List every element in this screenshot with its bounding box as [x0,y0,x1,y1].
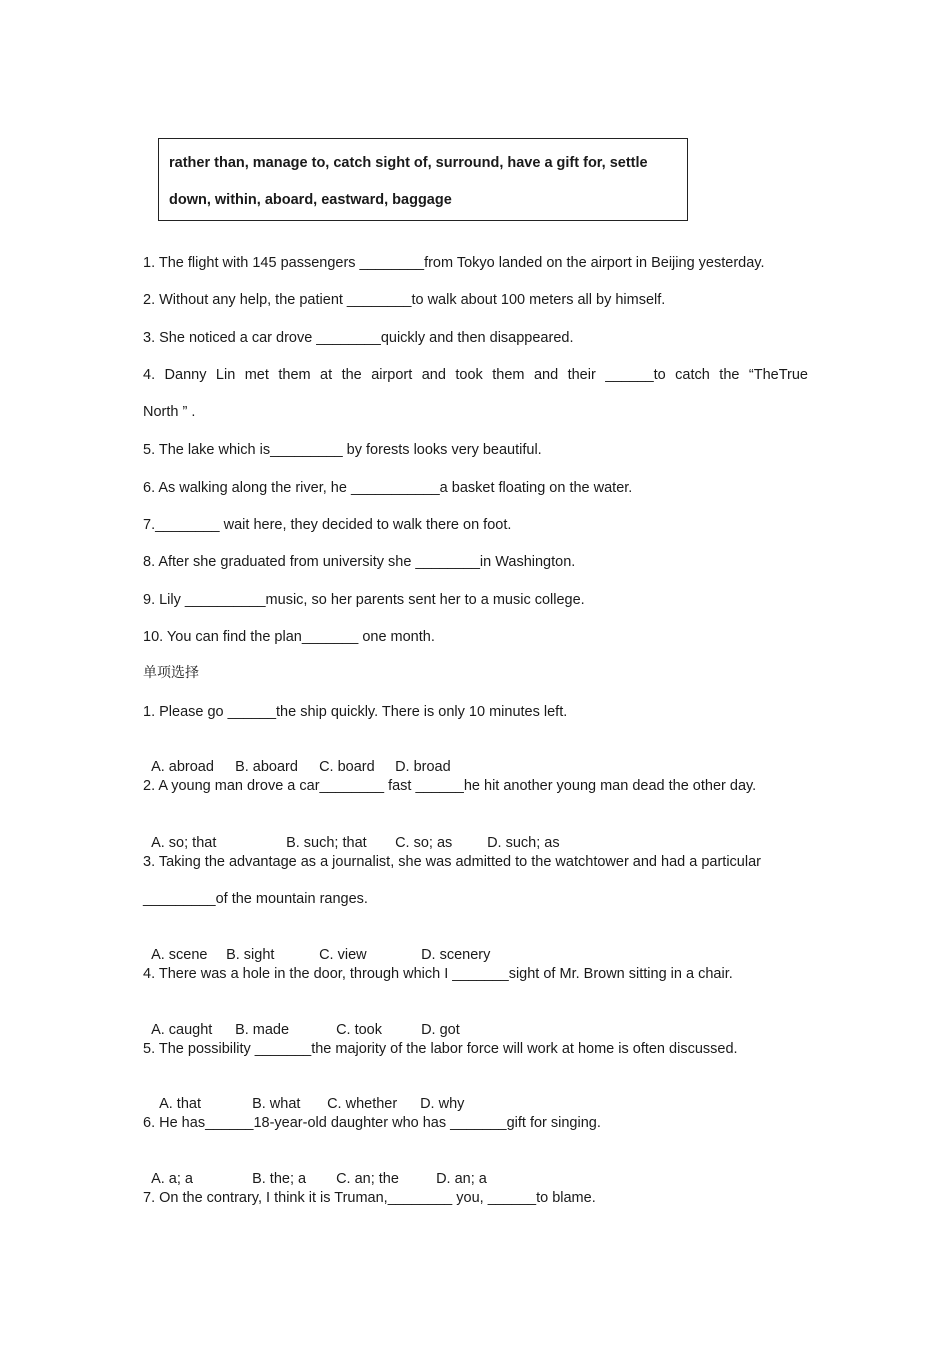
mc-options [143,740,451,776]
option: D. broad [395,759,451,775]
option: C. an; the [336,1171,399,1187]
word-bank-line: rather than, manage to, catch sight of, surround, have a gift for, settle [169,155,648,171]
fill-in-question: 10. You can find the plan_______ one month. [143,629,435,645]
mc-options [143,928,490,964]
option: C. view [319,947,367,963]
option: B. aboard [235,759,298,775]
option: A. so; that [151,835,217,851]
mc-question: 7. On the contrary, I think it is Truman,________ you, ______to blame. [143,1190,596,1206]
option: C. took [336,1022,382,1038]
mc-question: 5. The possibility _______the majority of the labor force will work at home is often discussed. [143,1041,738,1057]
option: A. abroad [151,759,214,775]
mc-options [151,1077,464,1113]
mc-options [143,816,560,852]
mc-question-continued: _________of the mountain ranges. [143,891,368,907]
option: C. whether [327,1096,398,1112]
fill-in-question: 9. Lily __________music, so her parents sent her to a music college. [143,592,585,608]
mc-question: 6. He has______18-year-old daughter who has _______gift for singing. [143,1115,601,1131]
option: D. why [420,1096,465,1112]
option: A. caught [151,1022,213,1038]
mc-question: 3. Taking the advantage as a journalist, she was admitted to the watchtower and had a particular [143,854,761,870]
option: B. the; a [252,1171,307,1187]
section-heading: 单项选择 [143,665,199,681]
option: B. sight [226,947,275,963]
option: A. scene [151,947,208,963]
fill-in-question: 8. After she graduated from university she ________in Washington. [143,554,576,570]
option: D. an; a [436,1171,487,1187]
option: A. a; a [151,1171,193,1187]
mc-options [143,1003,460,1039]
mc-question: 4. There was a hole in the door, through which I _______sight of Mr. Brown sitting in a chair. [143,966,733,982]
fill-in-question: 7.________ wait here, they decided to walk there on foot. [143,517,512,533]
fill-in-question-continued: North ” . [143,404,196,420]
fill-in-question: 5. The lake which is_________ by forests looks very beautiful. [143,442,542,458]
option: B. such; that [286,835,367,851]
option: A. that [159,1096,201,1112]
mc-question: 2. A young man drove a car________ fast ______he hit another young man dead the other day. [143,778,757,794]
word-bank-line: down, within, aboard, eastward, baggage [169,192,452,208]
option: B. made [235,1022,290,1038]
option: D. such; as [487,835,560,851]
mc-options [143,1152,487,1188]
fill-in-question: 6. As walking along the river, he ___________a basket floating on the water. [143,480,633,496]
word-bank-box [158,138,688,221]
option: D. got [421,1022,460,1038]
fill-in-question: 4. Danny Lin met them at the airport and took them and their ______to catch the “TheTrue [143,367,808,383]
option: C. so; as [395,835,453,851]
mc-question: 1. Please go ______the ship quickly. There is only 10 minutes left. [143,704,568,720]
fill-in-question: 2. Without any help, the patient ________to walk about 100 meters all by himself. [143,292,666,308]
option: B. what [252,1096,301,1112]
fill-in-question: 1. The flight with 145 passengers ________from Tokyo landed on the airport in Beijing yesterday. [143,255,765,271]
fill-in-question: 3. She noticed a car drove ________quickly and then disappeared. [143,330,574,346]
option: D. scenery [421,947,491,963]
option: C. board [319,759,375,775]
